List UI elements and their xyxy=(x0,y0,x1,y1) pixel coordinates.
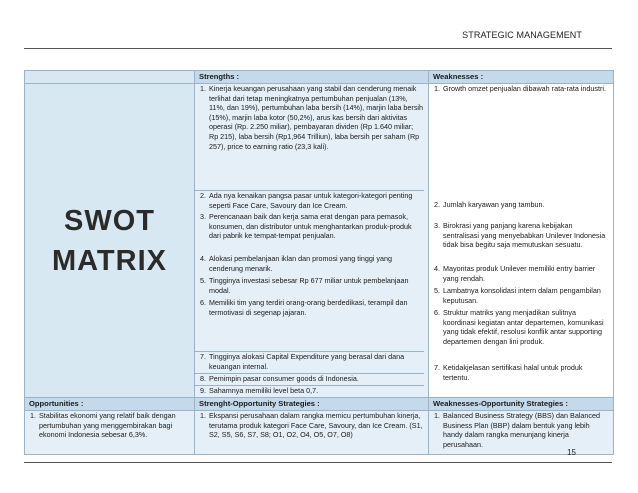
header-divider xyxy=(24,48,612,49)
swot-title-cell xyxy=(25,84,195,398)
corner-cell xyxy=(25,71,195,84)
list-item: 9. Sahamnya memiliki level beta 0,7. xyxy=(195,385,424,397)
strengths-cell xyxy=(195,84,429,398)
list-item: 1. Balanced Business Strategy (BBS) dan Balanced Business Plan (BBP) dalam bentuk yang lebih handy dalam rangka menunjang kinerja perusahaan. xyxy=(434,411,601,449)
swot-title-line1: SWOT xyxy=(64,204,155,237)
opportunities-header: Opportunities : xyxy=(25,398,195,411)
so-strategies-list xyxy=(195,411,428,454)
list-item: 1. Growth omzet penjualan dibawah rata-rata industri. xyxy=(434,84,607,93)
list-item: 1. Stabilitas ekonomi yang relatif baik dengan pertumbuhan yang menggembirakan bagi ekonomi Indonesia sebesar 6,3%. xyxy=(30,411,176,440)
opportunities-cell xyxy=(25,411,195,455)
list-item: 3. Perencanaan baik dan kerja sama erat dengan para pemasok, konsumen, dan distributor untuk menghantarkan produk-produk dari pabrik ke tempat-tempat penjualan. xyxy=(200,212,412,241)
swot-matrix-table xyxy=(24,70,614,455)
list-item: 6. Struktur matriks yang menjadikan sulitnya koordinasi kegiatan antar departemen, komunikasi yang tidak efektif, resolusi konflik antar supporting departemen dengan lini produk. xyxy=(434,308,604,346)
page-number: 15 xyxy=(567,448,576,457)
list-item: 7. Tingginya alokasi Capital Expenditure yang berasal dari dana keuangan internal. xyxy=(195,351,424,373)
footer-divider xyxy=(24,462,612,463)
list-item: 5. Lambatnya konsolidasi intern dalam pengambilan keputusan. xyxy=(434,286,601,305)
list-item: 2. Ada nya kenaikan pangsa pasar untuk kategori-kategori penting seperti Face Care, Savoury dan Ice Cream. xyxy=(195,190,424,212)
opportunities-list xyxy=(25,411,194,454)
list-item: 2. Jumlah karyawan yang tambun. xyxy=(434,200,545,209)
list-item: 3. Birokrasi yang panjang karena kebijakan sentralisasi yang menyebabkan Unilever Indonesia tidak bisa begitu saja memutuskan sesuatu. xyxy=(434,221,606,250)
weaknesses-list xyxy=(429,84,613,386)
list-item: 4. Mayoritas produk Unilever memiliki entry barrier yang rendah. xyxy=(434,264,596,283)
list-item: 5. Tingginya investasi sebesar Rp 677 miliar untuk pembelanjaan modal. xyxy=(200,276,409,295)
wo-strategies-list xyxy=(429,411,613,454)
list-item: 1. Ekspansi perusahaan dalam rangka memicu pertumbuhan kinerja, terutama produk kategori Face Care, Savoury, dan Ice Cream. (S1, S2, S5, S6, S7, S8; O1, O2, O4, O5, O7, O8) xyxy=(200,411,423,440)
list-item: 8. Pemimpin pasar consumer goods di Indonesia. xyxy=(195,373,424,385)
wo-strategies-cell xyxy=(429,411,614,455)
so-strategies-header: Strenght-Opportunity Strategies : xyxy=(195,398,429,411)
list-item: 6. Memiliki tim yang terdiri orang-orang berdedikasi, terampil dan termotivasi di segenap jajaran. xyxy=(200,298,408,317)
header-title: STRATEGIC MANAGEMENT xyxy=(462,30,582,40)
weaknesses-cell xyxy=(429,84,614,398)
swot-title-line2: MATRIX xyxy=(51,244,167,277)
so-strategies-cell xyxy=(195,411,429,455)
list-item: 1. Kinerja keuangan perusahaan yang stabil dan cenderung menaik terlihat dari tetap meningkatnya pertumbuhan penjualan (13%, 11%, dan 19%), pertumbuhan laba bersih (14%), marjin laba bersih (15%), marjin laba kotor (50,2%), arus kas bersih dari aktivitas operasi (Rp. 2.250 miliar), pembayaran dividen (Rp 1.640 miliar; Rp 215), laba bersih (Rp1,964 Trilliun), laba bersih per saham (Rp 257), price to earning ratio (23,3 kali). xyxy=(200,84,424,151)
strengths-header: Strengths : xyxy=(195,71,429,84)
slide-header xyxy=(0,0,638,60)
weaknesses-header: Weaknesses : xyxy=(429,71,614,84)
strengths-list xyxy=(195,84,428,397)
list-item: 7. Ketidakjelasan sertifikasi halal untuk produk tertentu. xyxy=(434,363,583,382)
wo-strategies-header: Weaknesses-Opportunity Strategies : xyxy=(429,398,614,411)
list-item: 4. Alokasi pembelanjaan iklan dan promosi yang tinggi yang cenderung menarik. xyxy=(200,254,392,273)
